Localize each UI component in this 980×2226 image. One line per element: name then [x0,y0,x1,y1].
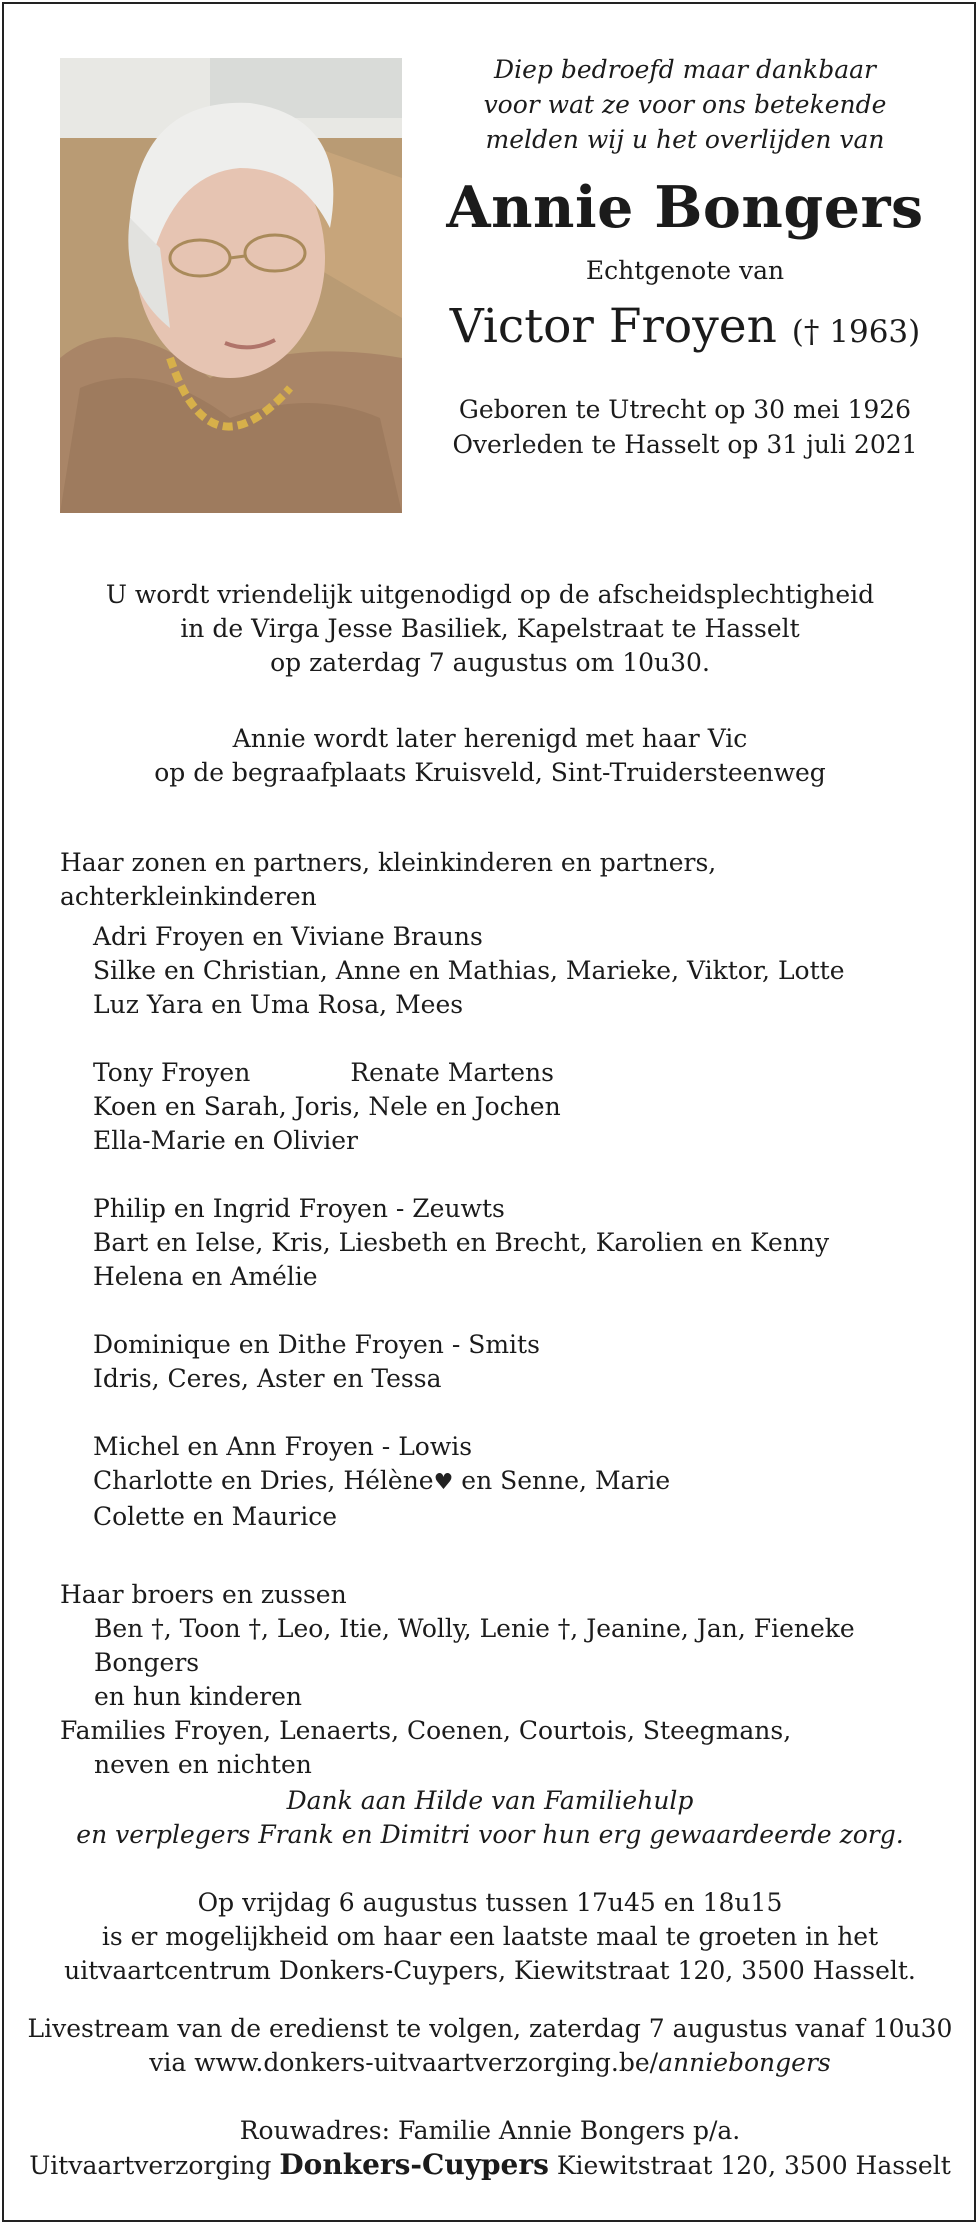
family-adri [93,920,953,1022]
spouse-line [430,297,940,362]
family-line: Idris, Ceres, Aster en Tessa [93,1364,442,1393]
family-line: Helena en Amélie [93,1262,318,1291]
header-block [430,52,940,462]
burial-line: op de begraafplaats Kruisveld, Sint-Truidersteenweg [154,758,826,787]
death-line: Overleden te Hasselt op 31 juli 2021 [452,430,918,459]
families-line: Families Froyen, Lenaerts, Coenen, Courtois, Steegmans, [60,1716,792,1745]
deceased-name: Annie Bongers [446,174,924,241]
family-line: Dominique en Dithe Froyen - Smits [93,1330,540,1359]
intro-line: melden wij u het overlijden van [485,125,885,154]
siblings-heading: Haar broers en zussen [60,1580,347,1609]
family-line: Ella-Marie en Olivier [93,1126,358,1155]
life-dates [430,392,940,462]
family-philip [93,1192,953,1294]
family-michel [93,1430,953,1534]
livestream-url: via www.donkers-uitvaartverzorging.be/ [149,2048,659,2077]
undertaker-name: Donkers-Cuypers [279,2148,549,2181]
spouse-death-year: († 1963) [791,314,921,350]
visitation-text [20,1886,960,1988]
michel-grandchildren-b: en Senne, Marie [453,1466,671,1495]
spouse-label: Echtgenote van [585,256,785,285]
burial-text [20,722,960,790]
siblings-line: en hun kinderen [94,1682,302,1711]
birth-line: Geboren te Utrecht op 30 mei 1926 [458,395,912,424]
family-line: Adri Froyen en Viviane Brauns [93,922,483,951]
family-line [93,1464,953,1500]
intro-line: voor wat ze voor ons betekende [483,90,887,119]
livestream-line: Livestream van de eredienst te volgen, zaterdag 7 augustus vanaf 10u30 [27,2014,953,2043]
family-tony [93,1056,953,1158]
ceremony-line: op zaterdag 7 augustus om 10u30. [270,648,710,677]
family-line: Michel en Ann Froyen - Lowis [93,1432,473,1461]
portrait-photo [60,58,402,513]
portrait-illustration [60,58,402,513]
thanks-line: en verplegers Frank en Dimitri voor hun erg gewaardeerde zorg. [76,1820,904,1849]
siblings-line: Ben †, Toon †, Leo, Itie, Wolly, Lenie †, Jeanine, Jan, Fieneke Bongers [94,1614,855,1677]
livestream-text [20,2012,960,2080]
family-line: Luz Yara en Uma Rosa, Mees [93,990,464,1019]
siblings-block [60,1578,960,1782]
family-dominique [93,1328,953,1396]
family-line: Bart en Ielse, Kris, Liesbeth en Brecht, Karolien en Kenny [93,1228,830,1257]
visitation-line: Op vrijdag 6 augustus tussen 17u45 en 18u15 [197,1888,783,1917]
family-line: Koen en Sarah, Joris, Nele en Jochen [93,1092,561,1121]
livestream-link[interactable] [20,2046,960,2080]
undertaker-address: Kiewitstraat 120, 3500 Hasselt [548,2151,951,2180]
intro-text [430,52,940,157]
spouse-name: Victor Froyen [449,299,777,354]
undertaker-line [20,2148,960,2183]
intro-line: Diep bedroefd maar dankbaar [494,55,876,84]
family-heading: Haar zonen en partners, kleinkinderen en partners, achterkleinkinderen [60,848,717,911]
undertaker-prefix: Uitvaartverzorging [29,2151,280,2180]
tony-partner: Renate Martens [350,1058,554,1087]
footer [20,2114,960,2183]
thanks-line: Dank aan Hilde van Familiehulp [286,1786,694,1815]
burial-line: Annie wordt later herenigd met haar Vic [232,724,748,753]
ceremony-line: in de Virga Jesse Basiliek, Kapelstraat te Hasselt [180,614,800,643]
visitation-line: is er mogelijkheid om haar een laatste maal te groeten in het [101,1922,879,1951]
family-line: Silke en Christian, Anne en Mathias, Marieke, Viktor, Lotte [93,956,845,985]
thanks-text [20,1784,960,1852]
ceremony-text [20,578,960,680]
heart-icon: ♥ [433,1470,454,1495]
livestream-slug: anniebongers [658,2048,831,2077]
family-line [93,1056,953,1090]
family-line: Colette en Maurice [93,1502,337,1531]
mourning-address: Rouwadres: Familie Annie Bongers p/a. [239,2116,741,2145]
michel-grandchildren-a: Charlotte en Dries, Hélène [93,1466,434,1495]
tony-name: Tony Froyen [93,1058,251,1087]
ceremony-line: U wordt vriendelijk uitgenodigd op de afscheidsplechtigheid [105,580,875,609]
visitation-line: uitvaartcentrum Donkers-Cuypers, Kiewitstraat 120, 3500 Hasselt. [64,1956,916,1985]
families-line: neven en nichten [94,1750,312,1779]
family-line: Philip en Ingrid Froyen - Zeuwts [93,1194,505,1223]
